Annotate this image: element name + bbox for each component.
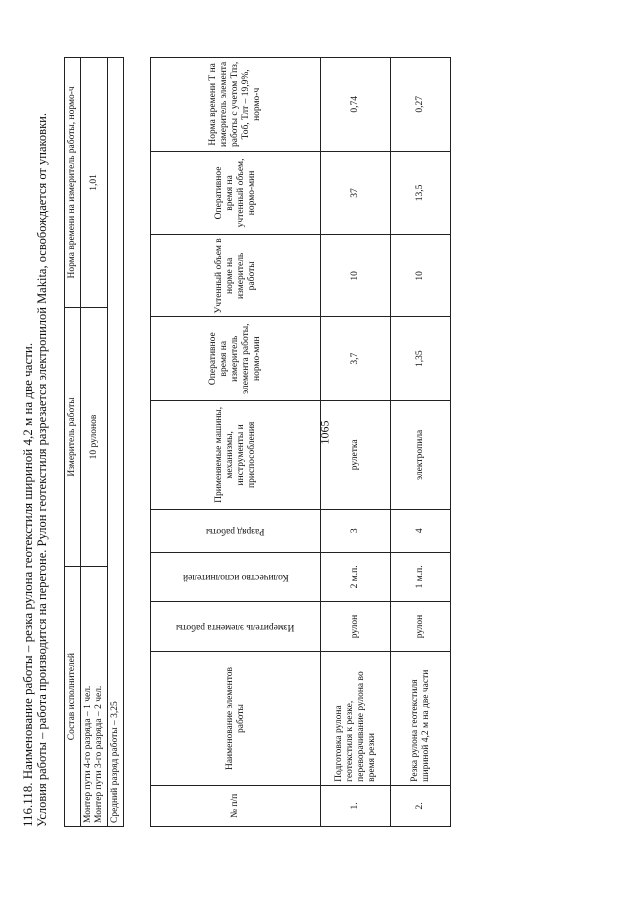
section-header [20, 67, 50, 827]
cell-tools: электропила [391, 400, 451, 509]
cell-volume: 10 [391, 235, 451, 317]
norm-header: Норма времени на измеритель работы, нормо-ч [65, 58, 81, 308]
cell-optime-vol: 13,5 [391, 151, 451, 235]
cell-name: Резка рулона геотекстиля шириной 4,2 м на две части [391, 652, 451, 786]
elements-table [150, 57, 451, 827]
table-row [391, 58, 451, 827]
col-no: № п/п [151, 785, 321, 826]
cell-unit: рулон [391, 601, 451, 651]
col-norm: Норма времени Т на измеритель элемента работы с учетом Тпз, Тоб, Тлт – 19,9%, нормо-ч [151, 58, 321, 152]
cell-optime-vol: 37 [321, 151, 391, 235]
col-unit: Измеритель элемента работы [151, 601, 321, 651]
cell-no: 2. [391, 785, 451, 826]
cell-tools: рулетка [321, 400, 391, 509]
cell-unit: рулон [321, 601, 391, 651]
table-row [321, 58, 391, 827]
cell-name: Подготовка рулона геотекстиля к резке, переворачивание рулона во время резки [321, 652, 391, 786]
col-grade: Разряд работы [151, 509, 321, 552]
crew-line: Монтер пути 4-го разряда – 1 чел. [83, 685, 93, 823]
norm-value: 1,01 [81, 58, 108, 308]
cell-grade: 4 [391, 509, 451, 552]
col-count: Количество исполнителей [151, 552, 321, 601]
info-table [64, 57, 124, 827]
cell-count: 2 м.п. [321, 552, 391, 601]
crew-header: Состав исполнителей [65, 567, 81, 827]
cell-optime: 1,35 [391, 317, 451, 401]
cell-volume: 10 [321, 235, 391, 317]
crew-list [81, 567, 108, 827]
cell-norm: 0,74 [321, 58, 391, 152]
cell-norm: 0,27 [391, 58, 451, 152]
crew-line: Монтер пути 3-го разряда – 2 чел. [94, 685, 104, 823]
cell-no: 1. [321, 785, 391, 826]
cell-grade: 3 [321, 509, 391, 552]
meter-value: 10 рулонов [81, 307, 108, 566]
avg-grade: Средний разряд работы – 3,25 [108, 58, 124, 827]
cell-count: 1 м.п. [391, 552, 451, 601]
work-title: 116.118. Наименование работы – резка рулона геотекстиля шириной 4,2 м на две части. [20, 342, 35, 827]
col-volume: Учтенный объем в норме на измеритель работы [151, 235, 321, 317]
meter-header: Измеритель работы [65, 307, 81, 566]
col-name: Наименование элементов работы [151, 652, 321, 786]
page-number: 1065 [317, 420, 332, 445]
col-optime-vol: Оперативное время на учтенный объем, нормо-мин [151, 151, 321, 235]
work-conditions: Условия работы – работа производится на перегоне. Рулон геотекстиля разрезается электропилой Makita, освобождается от упаковки. [35, 113, 49, 827]
cell-optime: 3,7 [321, 317, 391, 401]
col-tools: Применяемые машины, механизмы, инструменты и приспособления [151, 400, 321, 509]
col-optime: Оперативное время на измеритель элемента работы, нормо-мин [151, 317, 321, 401]
